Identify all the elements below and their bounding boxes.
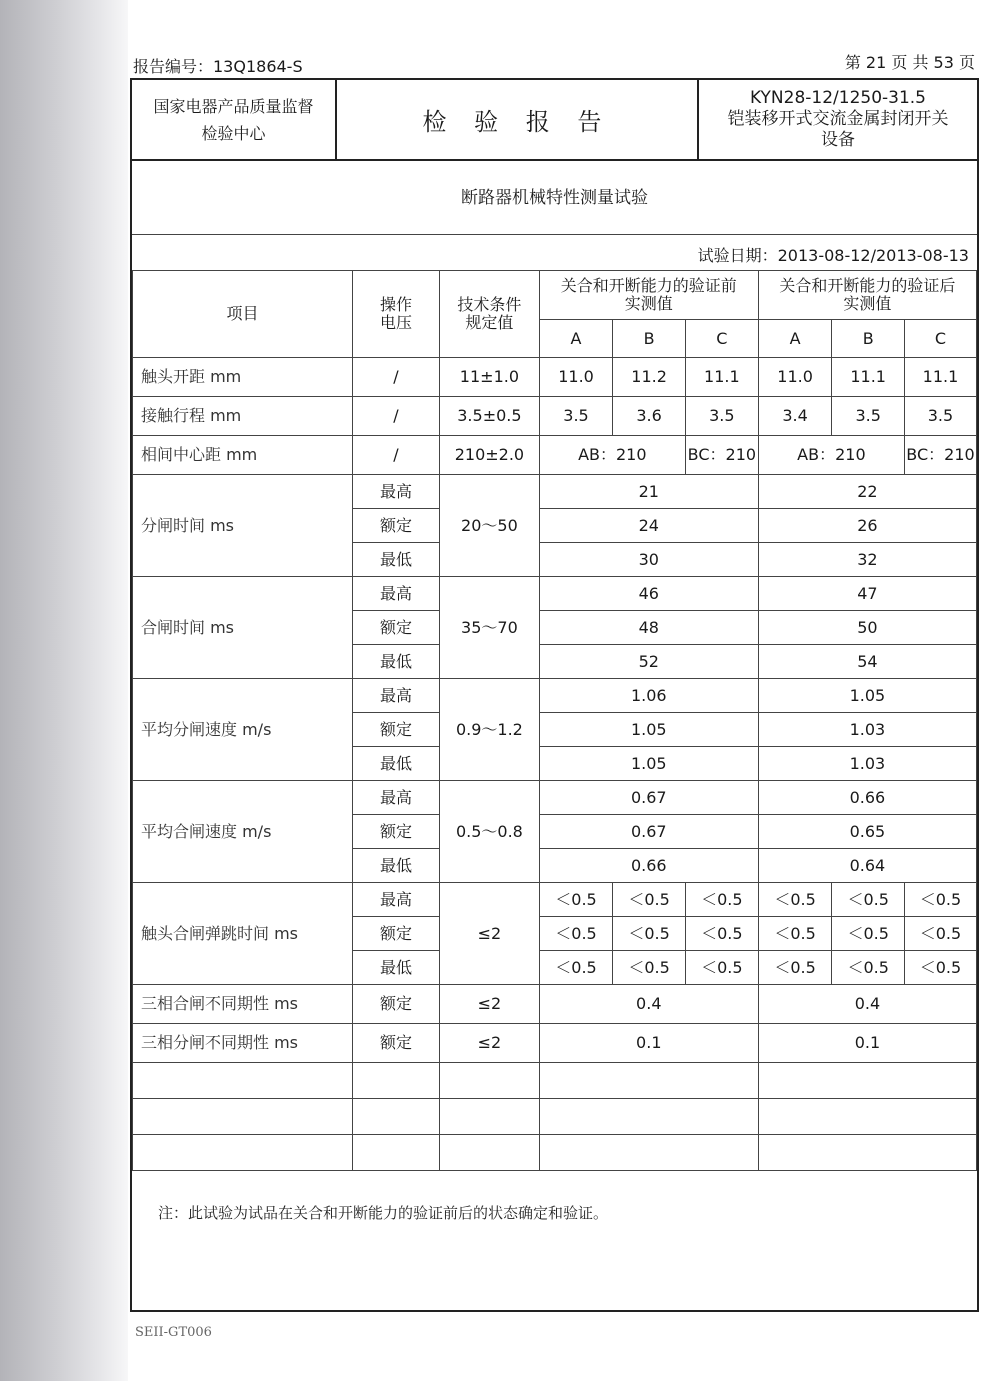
value-cell: ＜0.5 — [685, 917, 758, 951]
empty-cell — [539, 1135, 758, 1171]
empty-cell — [758, 1099, 976, 1135]
footnote: 注：此试验为试品在关合和开断能力的验证前后的状态确定和验证。 — [158, 1204, 609, 1222]
model-number: KYN28-12/1250-31.5 — [749, 88, 927, 108]
empty-cell — [440, 1099, 540, 1135]
empty-row — [133, 1099, 977, 1135]
spec-cell: ≤2 — [440, 985, 540, 1024]
empty-cell — [539, 1063, 758, 1099]
spec-cell: 0.9～1.2 — [440, 679, 540, 781]
table-row — [133, 985, 977, 1024]
empty-cell — [440, 1135, 540, 1171]
phase-a-before: A — [539, 320, 613, 358]
col-head-before: 关合和开断能力的验证前 实测值 — [539, 271, 758, 320]
spec-cell: ≤2 — [440, 883, 540, 985]
table-row — [133, 679, 977, 713]
value-cell: 1.05 — [758, 679, 976, 713]
item-label: 三相合闸不同期性 ms — [133, 985, 353, 1024]
voltage-cell: 额定 — [352, 815, 439, 849]
item-label: 触头开距 mm — [133, 358, 353, 397]
value-cell: 32 — [758, 543, 976, 577]
value-cell: 47 — [758, 577, 976, 611]
value-cell: ＜0.5 — [685, 951, 758, 985]
phase-a-after: A — [758, 320, 832, 358]
table-row — [133, 397, 977, 436]
voltage-cell: 额定 — [352, 611, 439, 645]
value-cell: 30 — [539, 543, 758, 577]
empty-cell — [539, 1099, 758, 1135]
item-label: 三相分闸不同期性 ms — [133, 1024, 353, 1063]
value-cell: BC：210 — [904, 436, 976, 475]
empty-cell — [440, 1063, 540, 1099]
voltage-cell: 最低 — [352, 543, 439, 577]
value-cell: 0.67 — [539, 815, 758, 849]
value-cell: 11.1 — [832, 358, 905, 397]
value-cell: 11.1 — [904, 358, 976, 397]
voltage-cell: 额定 — [352, 1024, 439, 1063]
value-cell: 1.03 — [758, 747, 976, 781]
value-cell: 26 — [758, 509, 976, 543]
table-row — [133, 781, 977, 815]
value-cell: ＜0.5 — [758, 917, 832, 951]
col-head-spec: 技术条件 规定值 — [440, 271, 540, 358]
voltage-cell: 额定 — [352, 917, 439, 951]
value-cell: ＜0.5 — [832, 883, 905, 917]
value-cell: 0.1 — [758, 1024, 976, 1063]
phase-b-before: B — [613, 320, 686, 358]
test-date: 试验日期：2013-08-12/2013-08-13 — [697, 246, 969, 265]
value-cell: ＜0.5 — [904, 883, 976, 917]
empty-cell — [352, 1135, 439, 1171]
empty-cell — [133, 1099, 353, 1135]
empty-row — [133, 1135, 977, 1171]
value-cell: 22 — [758, 475, 976, 509]
value-cell: 3.5 — [904, 397, 976, 436]
col-head-voltage: 操作 电压 — [352, 271, 439, 358]
value-cell: ＜0.5 — [613, 883, 686, 917]
voltage-cell: 最高 — [352, 679, 439, 713]
value-cell: 3.5 — [685, 397, 758, 436]
spec-cell: 0.5～0.8 — [440, 781, 540, 883]
org-name-line2: 检验中心 — [201, 123, 266, 143]
value-cell: ＜0.5 — [613, 917, 686, 951]
table-row — [133, 883, 977, 917]
org-name-line1: 国家电器产品质量监督 — [153, 96, 314, 116]
value-cell: ＜0.5 — [904, 917, 976, 951]
value-cell: 11.0 — [758, 358, 832, 397]
value-cell: 1.05 — [539, 747, 758, 781]
value-cell: 3.5 — [832, 397, 905, 436]
item-label: 触头合闸弹跳时间 ms — [133, 883, 353, 985]
voltage-cell: 最高 — [352, 577, 439, 611]
value-cell: 52 — [539, 645, 758, 679]
voltage-cell: 最低 — [352, 849, 439, 883]
col-head-item: 项目 — [133, 271, 353, 358]
phase-c-before: C — [685, 320, 758, 358]
value-cell: 1.03 — [758, 713, 976, 747]
value-cell: 11.0 — [539, 358, 613, 397]
value-cell: 0.66 — [758, 781, 976, 815]
value-cell: 3.4 — [758, 397, 832, 436]
spec-cell: 3.5±0.5 — [440, 397, 540, 436]
empty-cell — [133, 1135, 353, 1171]
value-cell: 21 — [539, 475, 758, 509]
value-cell: 11.1 — [685, 358, 758, 397]
voltage-cell: 最低 — [352, 951, 439, 985]
mechanical-characteristics-table — [132, 270, 977, 1171]
voltage-cell: 最高 — [352, 781, 439, 815]
spec-cell: 11±1.0 — [440, 358, 540, 397]
item-label: 平均分闸速度 m/s — [133, 679, 353, 781]
value-cell: ＜0.5 — [539, 917, 613, 951]
value-cell: ＜0.5 — [685, 883, 758, 917]
title-box — [132, 80, 977, 161]
value-cell: 0.4 — [539, 985, 758, 1024]
table-row — [133, 436, 977, 475]
value-cell: 0.65 — [758, 815, 976, 849]
phase-c-after: C — [904, 320, 976, 358]
value-cell: ＜0.5 — [539, 951, 613, 985]
value-cell: ＜0.5 — [758, 883, 832, 917]
value-cell: 0.4 — [758, 985, 976, 1024]
voltage-cell: 额定 — [352, 713, 439, 747]
table-row — [133, 358, 977, 397]
spec-cell: 20～50 — [440, 475, 540, 577]
value-cell: 0.67 — [539, 781, 758, 815]
product-name-line2: 设备 — [821, 130, 855, 150]
value-cell: 3.5 — [539, 397, 613, 436]
value-cell: AB：210 — [758, 436, 904, 475]
header-row — [133, 271, 977, 320]
value-cell: 46 — [539, 577, 758, 611]
value-cell: BC：210 — [685, 436, 758, 475]
voltage-cell: 最高 — [352, 475, 439, 509]
value-cell: 0.1 — [539, 1024, 758, 1063]
report-title: 检 验 报 告 — [337, 80, 699, 159]
item-label: 相间中心距 mm — [133, 436, 353, 475]
item-label: 接触行程 mm — [133, 397, 353, 436]
value-cell: 3.6 — [613, 397, 686, 436]
voltage-cell: / — [352, 358, 439, 397]
empty-cell — [758, 1063, 976, 1099]
table-row — [133, 1024, 977, 1063]
voltage-cell: 最低 — [352, 645, 439, 679]
divider — [132, 234, 977, 235]
value-cell: 48 — [539, 611, 758, 645]
scan-binding-shadow — [0, 0, 128, 1381]
spec-cell: ≤2 — [440, 1024, 540, 1063]
product-model — [699, 80, 977, 159]
voltage-cell: 最低 — [352, 747, 439, 781]
form-code: SEII-GT006 — [135, 1325, 212, 1340]
value-cell: AB：210 — [539, 436, 685, 475]
product-name-line1: 铠装移开式交流金属封闭开关 — [727, 109, 949, 129]
value-cell: ＜0.5 — [539, 883, 613, 917]
value-cell: ＜0.5 — [832, 917, 905, 951]
page-indicator: 第 21 页 共 53 页 — [844, 53, 975, 72]
empty-row — [133, 1063, 977, 1099]
value-cell: 1.05 — [539, 713, 758, 747]
issuing-organization — [132, 80, 337, 159]
value-cell: ＜0.5 — [832, 951, 905, 985]
col-head-after: 关合和开断能力的验证后 实测值 — [758, 271, 976, 320]
spec-cell: 35～70 — [440, 577, 540, 679]
voltage-cell: 额定 — [352, 509, 439, 543]
value-cell: 24 — [539, 509, 758, 543]
report-number: 报告编号：13Q1864-S — [133, 57, 303, 76]
item-label: 分闸时间 ms — [133, 475, 353, 577]
empty-cell — [352, 1063, 439, 1099]
value-cell: 54 — [758, 645, 976, 679]
spec-cell: 210±2.0 — [440, 436, 540, 475]
item-label: 合闸时间 ms — [133, 577, 353, 679]
empty-cell — [758, 1135, 976, 1171]
voltage-cell: 额定 — [352, 985, 439, 1024]
voltage-cell: / — [352, 397, 439, 436]
phase-b-after: B — [832, 320, 905, 358]
value-cell: 1.06 — [539, 679, 758, 713]
item-label: 平均合闸速度 m/s — [133, 781, 353, 883]
value-cell: 0.64 — [758, 849, 976, 883]
table-row — [133, 475, 977, 509]
value-cell: ＜0.5 — [904, 951, 976, 985]
value-cell: ＜0.5 — [758, 951, 832, 985]
value-cell: ＜0.5 — [613, 951, 686, 985]
empty-cell — [352, 1099, 439, 1135]
value-cell: 0.66 — [539, 849, 758, 883]
empty-cell — [133, 1063, 353, 1099]
section-title: 断路器机械特性测量试验 — [461, 188, 648, 208]
voltage-cell: / — [352, 436, 439, 475]
value-cell: 11.2 — [613, 358, 686, 397]
voltage-cell: 最高 — [352, 883, 439, 917]
value-cell: 50 — [758, 611, 976, 645]
table-row — [133, 577, 977, 611]
report-page — [130, 78, 979, 1312]
